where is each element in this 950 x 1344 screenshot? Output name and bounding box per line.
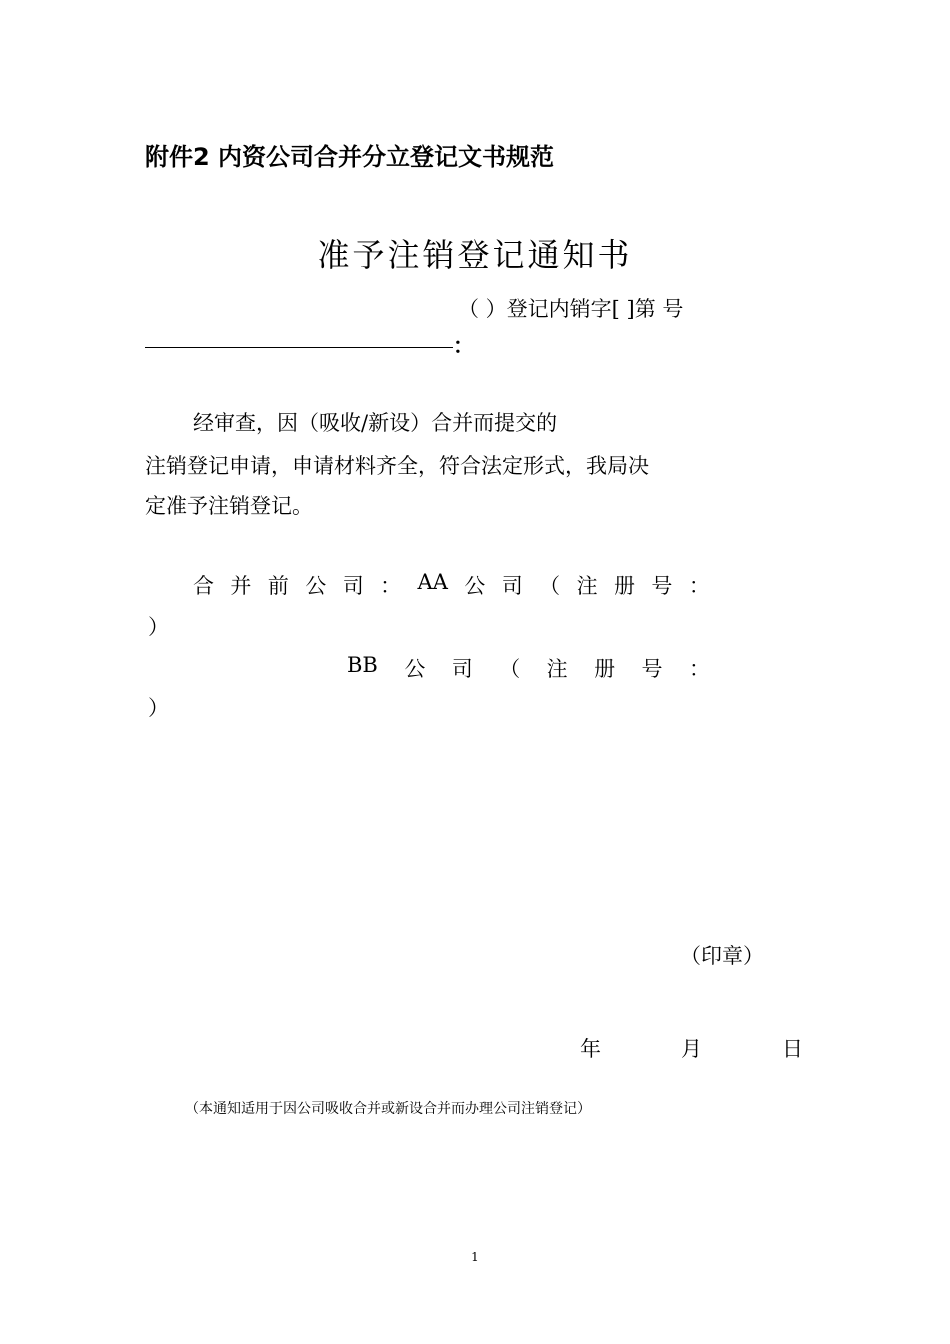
- document-number: （ ）登记内销字[ ]第 号: [458, 297, 684, 321]
- merge2-token: 公: [404, 657, 426, 681]
- date-year-label: 年: [580, 1037, 601, 1061]
- merge1-token: 册: [613, 574, 635, 598]
- document-title: 准予注销登记通知书: [317, 236, 633, 274]
- merge1-token: 合: [193, 574, 214, 598]
- date-day-label: 日: [782, 1037, 803, 1061]
- body-text-line-3: 定准予注销登记。: [145, 494, 313, 518]
- merging-company-bb-close-paren: ）: [148, 696, 169, 720]
- merge1-token: 号: [651, 574, 673, 598]
- merge1-token: 司: [342, 574, 364, 598]
- merging-company-aa-close-paren: ）: [148, 615, 169, 639]
- body-text-line-1: 经审查，因（吸收/新设）合并而提交的: [193, 411, 558, 435]
- page-number: 1: [471, 1250, 479, 1264]
- date-month-label: 月: [681, 1037, 702, 1061]
- merge1-token: 并: [230, 574, 252, 598]
- merge1-token: 注: [576, 574, 598, 598]
- merge1-token: ：: [380, 574, 402, 598]
- merge2-token: ：: [688, 657, 710, 681]
- seal-placeholder: （印章）: [680, 944, 764, 968]
- merge1-token: 公: [305, 574, 327, 598]
- merge1-token: 司: [501, 574, 523, 598]
- addressee-blank-line: [145, 347, 453, 348]
- merge1-token: （: [539, 574, 561, 598]
- merge1-token: 公: [464, 574, 486, 598]
- merge2-token: BB: [347, 653, 378, 677]
- merge1-token: 前: [267, 574, 289, 598]
- merge2-token: 注: [546, 657, 568, 681]
- merge2-token: 司: [451, 657, 473, 681]
- merge1-token: AA: [417, 570, 448, 594]
- merging-company-aa-line: [193, 570, 710, 600]
- date-line: [580, 1033, 803, 1063]
- merge2-token: 号: [641, 657, 663, 681]
- footnote: （本通知适用于因公司吸收合并或新设合并而办理公司注销登记）: [185, 1101, 591, 1117]
- merging-company-bb-line: [347, 653, 710, 683]
- annex-title: 附件2 内资公司合并分立登记文书规范: [145, 143, 555, 171]
- body-text-line-2: 注销登记申请，申请材料齐全，符合法定形式，我局决: [145, 454, 649, 478]
- merge2-token: 册: [594, 657, 616, 681]
- merge2-token: （: [499, 657, 521, 681]
- merge1-token: ：: [688, 574, 710, 598]
- addressee-colon: ：: [453, 333, 474, 358]
